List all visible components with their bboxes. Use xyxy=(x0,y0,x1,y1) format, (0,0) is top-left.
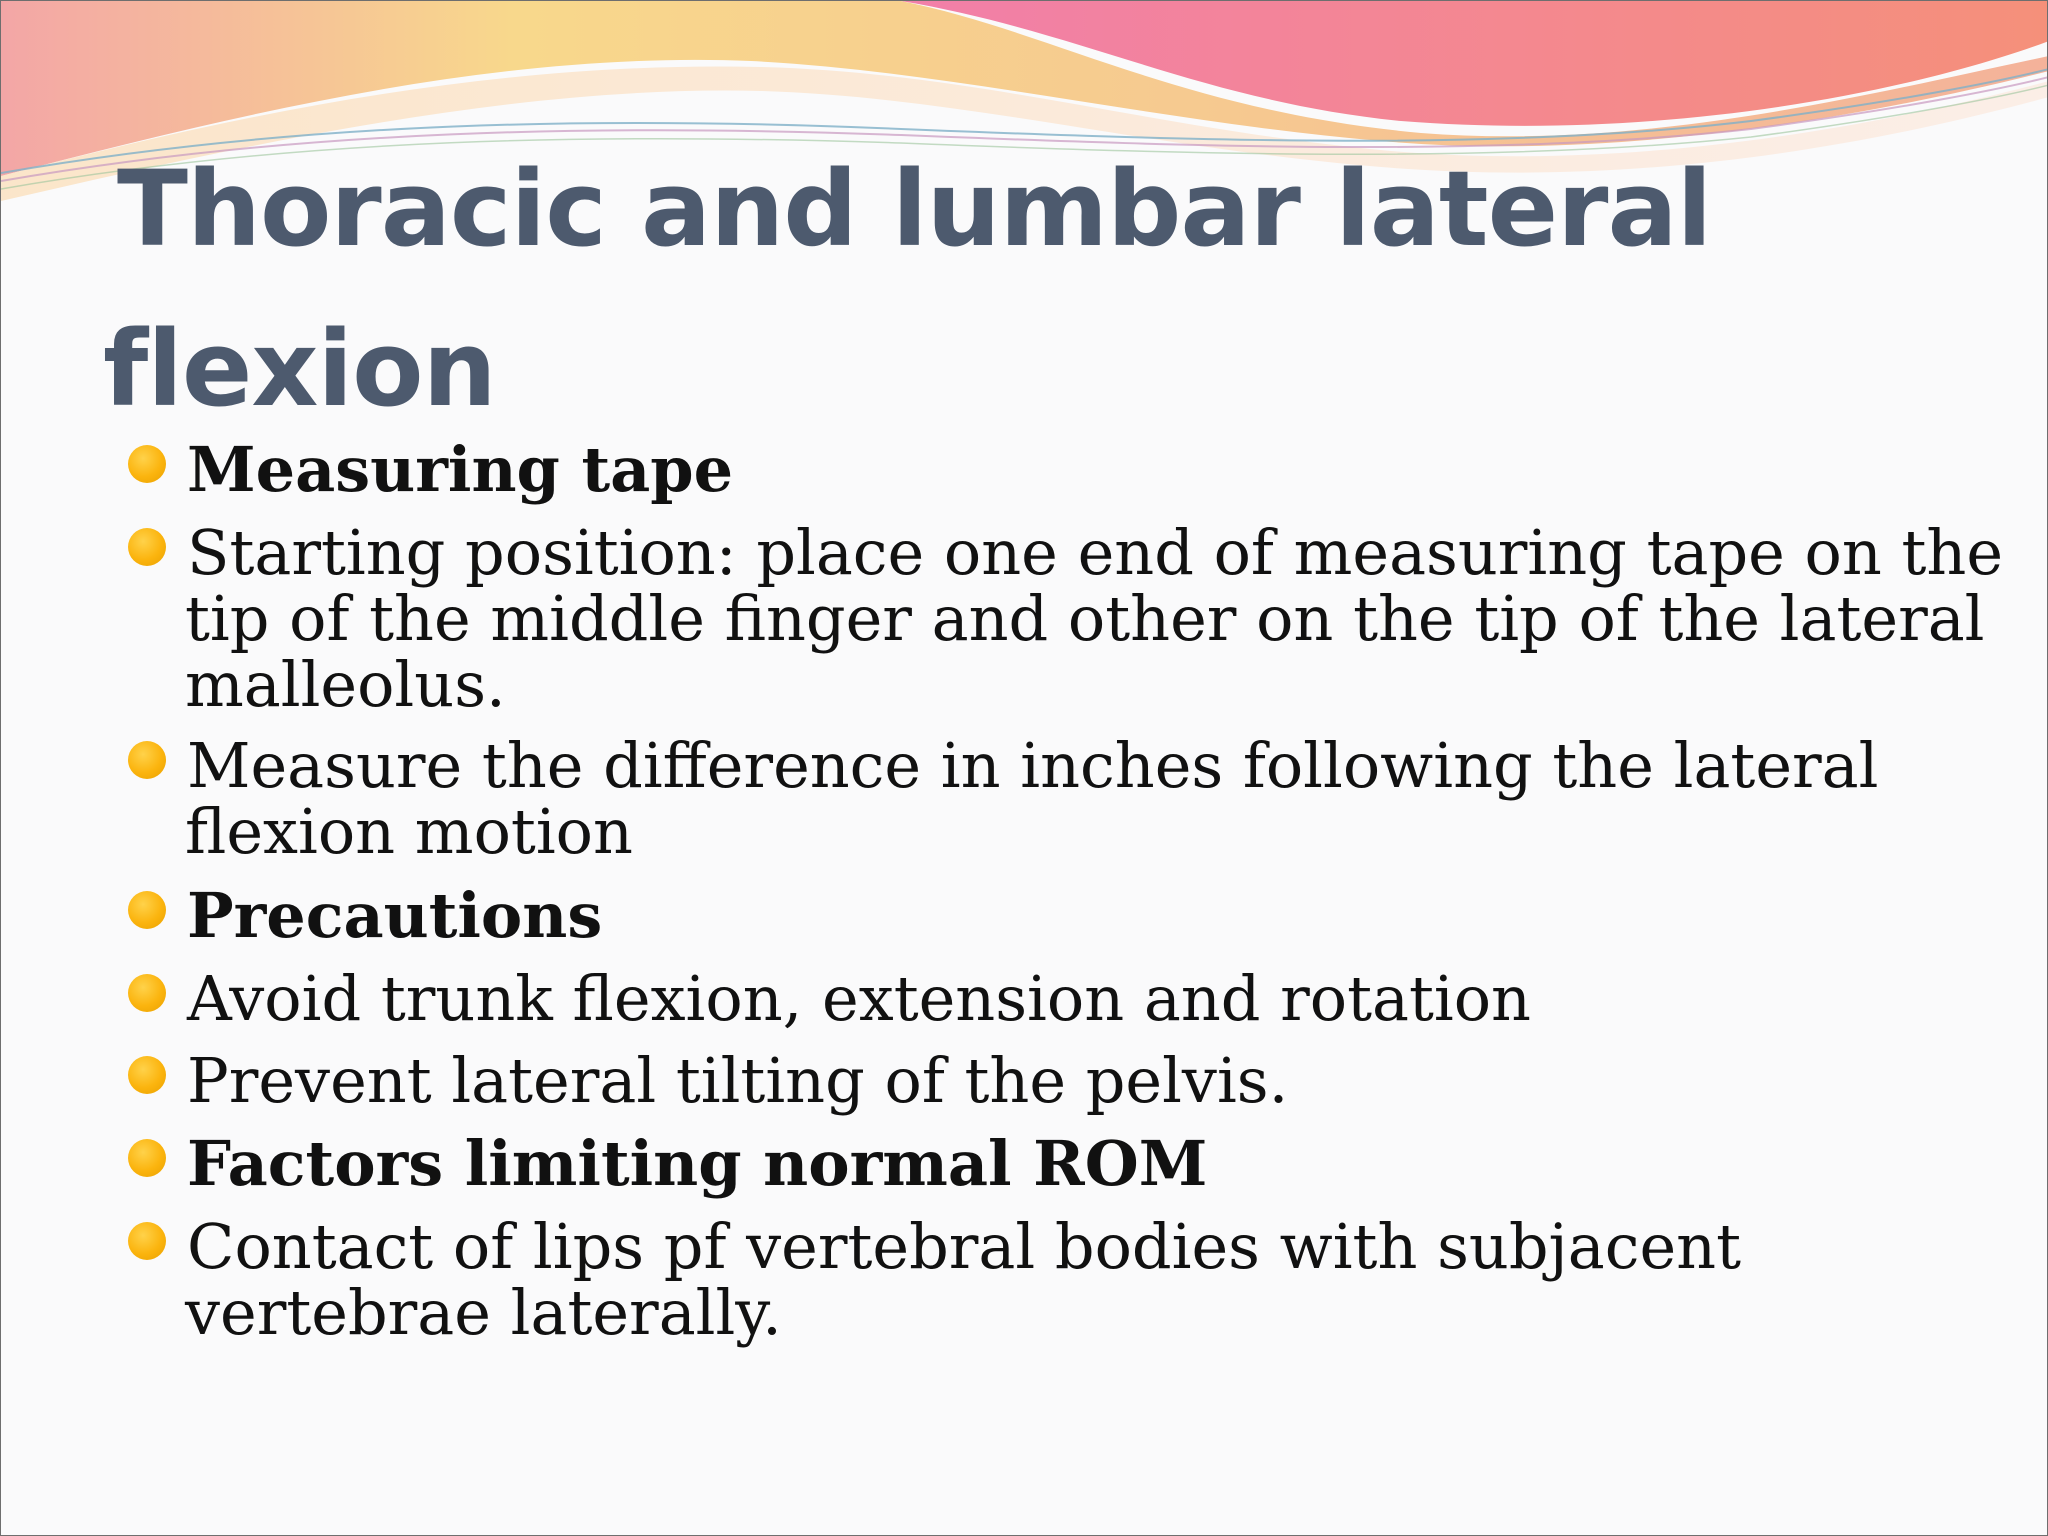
bullet-dot-icon xyxy=(128,891,166,929)
bullet-text: Contact of lips pf vertebral bodies with subjacent xyxy=(187,1210,1741,1283)
bullet-text: malleolus. xyxy=(185,648,506,721)
bullet-text: Avoid trunk flexion, extension and rotation xyxy=(187,962,1531,1035)
list-item xyxy=(185,729,1907,868)
bullet-text: Prevent lateral tilting of the pelvis. xyxy=(187,1044,1289,1117)
bullet-text: Precautions xyxy=(187,879,603,952)
list-item xyxy=(187,962,1907,1035)
bullet-text: Factors limiting normal ROM xyxy=(187,1127,1208,1200)
list-item xyxy=(187,1044,1907,1117)
title-line: flexion xyxy=(103,308,496,430)
bullet-text: tip of the middle finger and other on the tip of the lateral xyxy=(185,582,1985,655)
list-item xyxy=(187,1127,1907,1200)
bullet-dot-icon xyxy=(128,1056,166,1094)
list-item xyxy=(185,516,2004,721)
list-item xyxy=(187,879,1907,952)
bullet-dot-icon xyxy=(128,445,166,483)
bullet-text: flexion motion xyxy=(185,795,633,868)
bullet-list xyxy=(1,1,2048,1536)
list-item xyxy=(187,433,1907,506)
bullet-dot-icon xyxy=(128,1222,166,1260)
bullet-text: Starting position: place one end of measuring tape on the xyxy=(187,516,2004,589)
title-line: Thoracic and lumbar lateral xyxy=(117,148,1712,270)
bullet-dot-icon xyxy=(128,1139,166,1177)
bullet-dot-icon xyxy=(128,741,166,779)
bullet-text: Measure the difference in inches following the lateral xyxy=(187,729,1879,802)
bullet-text: Measuring tape xyxy=(187,433,734,506)
bullet-text: vertebrae laterally. xyxy=(185,1276,782,1349)
bullet-dot-icon xyxy=(128,974,166,1012)
bullet-dot-icon xyxy=(128,528,166,566)
list-item xyxy=(185,1210,1907,1349)
